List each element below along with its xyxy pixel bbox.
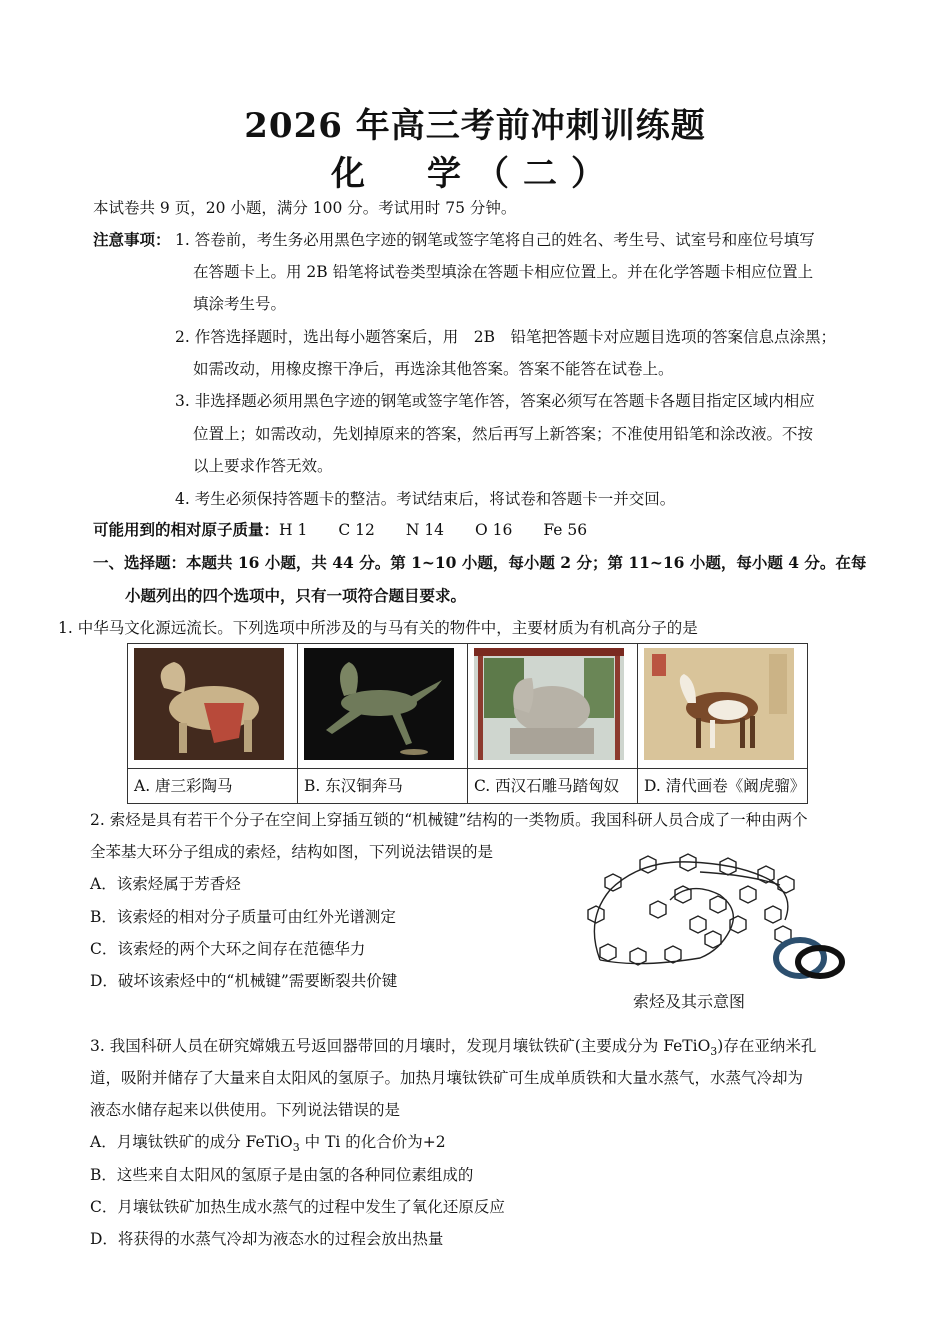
section1-line-2: 小题列出的四个选项中，只有一项符合题目要求。 bbox=[125, 586, 467, 605]
bronze-galloping-horse-image bbox=[304, 648, 454, 760]
q1-options-table bbox=[127, 643, 808, 804]
note-3-line-2: 位置上；如需改动，先划掉原来的答案，然后再写上新答案；不准使用铅笔和涂改液。不按 bbox=[193, 425, 814, 443]
q2-option-c: C．该索烃的两个大环之间存在范德华力 bbox=[90, 940, 366, 958]
q3-option-a-subscript: 3 bbox=[292, 1141, 300, 1155]
qing-horse-painting-image bbox=[644, 648, 794, 760]
q3-option-b: B．这些来自太阳风的氢原子是由氢的各种同位素组成的 bbox=[90, 1166, 474, 1184]
section1-line-1: 一、选择题：本题共 16 小题，共 44 分。第 1~10 小题，每小题 2 分；第 11~16 小题，每小题 4 分。在每 bbox=[93, 553, 867, 572]
q2-stem-line-2: 全苯基大环分子组成的索烃，结构如图，下列说法错误的是 bbox=[90, 843, 494, 861]
note-1-line-3: 填涂考生号。 bbox=[193, 295, 287, 313]
stone-horse-sculpture-image bbox=[474, 648, 624, 760]
atomic-mass-label: 可能用到的相对原子质量： bbox=[93, 520, 280, 539]
q1-option-b: B. 东汉铜奔马 bbox=[298, 769, 468, 804]
atomic-mass-values: H 1 C 12 N 14 O 16 Fe 56 bbox=[279, 521, 588, 539]
q3-option-d: D．将获得的水蒸气冷却为液态水的过程会放出热量 bbox=[90, 1230, 444, 1248]
q3-stem-line-1 bbox=[90, 1036, 816, 1062]
q3-stem-line-3: 液态水储存起来以供使用。下列说法错误的是 bbox=[90, 1101, 401, 1119]
q3-option-a-text-a: A．月壤钛铁矿的成分 FeTiO bbox=[90, 1133, 293, 1151]
note-1-line-2: 在答题卡上。用 2B 铅笔将试卷类型填涂在答题卡相应位置上。并在化学答题卡相应位置上 bbox=[193, 263, 814, 281]
note-2-line-2: 如需改动，用橡皮擦干净后，再选涂其他答案。答案不能答在试卷上。 bbox=[193, 360, 674, 378]
q1-stem: 1. 中华马文化源远流长。下列选项中所涉及的与马有关的物件中，主要材质为有机高分子的是 bbox=[58, 619, 698, 637]
q2-option-b: B．该索烃的相对分子质量可由红外光谱测定 bbox=[90, 908, 396, 926]
q3-stem-text-b: )存在亚纳米孔 bbox=[717, 1037, 817, 1055]
q2-option-d: D．破坏该索烃中的“机械键”需要断裂共价键 bbox=[90, 972, 398, 990]
q3-option-a bbox=[90, 1132, 446, 1158]
subject-title: 化 学（二） bbox=[331, 154, 619, 194]
intro-text: 本试卷共 9 页，20 小题，满分 100 分。考试用时 75 分钟。 bbox=[93, 199, 517, 217]
q1-image-c-cell bbox=[468, 644, 638, 769]
q1-image-a-cell bbox=[128, 644, 298, 769]
q3-stem-text-a: 3. 我国科研人员在研究嫦娥五号返回器带回的月壤时，发现月壤钛铁矿(主要成分为 FeTiO bbox=[90, 1037, 711, 1055]
note-4-line-1: 4. 考生必须保持答题卡的整洁。考试结束后，将试卷和答题卡一并交回。 bbox=[175, 490, 676, 508]
q3-option-c: C．月壤钛铁矿加热生成水蒸气的过程中发生了氧化还原反应 bbox=[90, 1198, 505, 1216]
page-title: 2026 年高三考前冲刺训练题 bbox=[244, 106, 706, 146]
q2-figure-caption: 索烃及其示意图 bbox=[633, 992, 746, 1011]
q1-option-c: C. 西汉石雕马踏匈奴 bbox=[468, 769, 638, 804]
notes-label: 注意事项： bbox=[93, 230, 171, 249]
q2-stem-line-1: 2. 索烃是具有若干个分子在空间上穿插互锁的“机械键”结构的一类物质。我国科研人员合成了一种由两个 bbox=[90, 811, 808, 829]
q1-option-d: D. 清代画卷《阚虎骝》 bbox=[638, 769, 808, 804]
note-3-line-3: 以上要求作答无效。 bbox=[193, 457, 333, 475]
q3-option-a-text-b: 中 Ti 的化合价为+2 bbox=[299, 1133, 446, 1151]
atomic-mass bbox=[93, 520, 587, 540]
q2-option-a: A．该索烃属于芳香烃 bbox=[90, 875, 241, 893]
q1-image-b-cell bbox=[298, 644, 468, 769]
note-1-line-1: 1. 答卷前，考生务必用黑色字迹的钢笔或签字笔将自己的姓名、考生号、试室号和座位号填写 bbox=[175, 231, 815, 249]
note-3-line-1: 3. 非选择题必须用黑色字迹的钢笔或签字笔作答，答案必须写在答题卡各题目指定区域内相应 bbox=[175, 392, 815, 410]
q3-stem-line-2: 道，吸附并储存了大量来自太阳风的氢原子。加热月壤钛铁矿可生成单质铁和大量水蒸气，水蒸气冷却为 bbox=[90, 1069, 804, 1087]
q3-stem-subscript: 3 bbox=[710, 1045, 718, 1059]
q1-image-d-cell bbox=[638, 644, 808, 769]
tricolor-pottery-horse-image bbox=[134, 648, 284, 760]
catenane-structure-figure bbox=[580, 850, 850, 980]
note-2-line-1: 2. 作答选择题时，选出每小题答案后，用 2B 铅笔把答题卡对应题目选项的答案信息点涂黑； bbox=[175, 328, 836, 346]
q1-option-a: A. 唐三彩陶马 bbox=[128, 769, 298, 804]
